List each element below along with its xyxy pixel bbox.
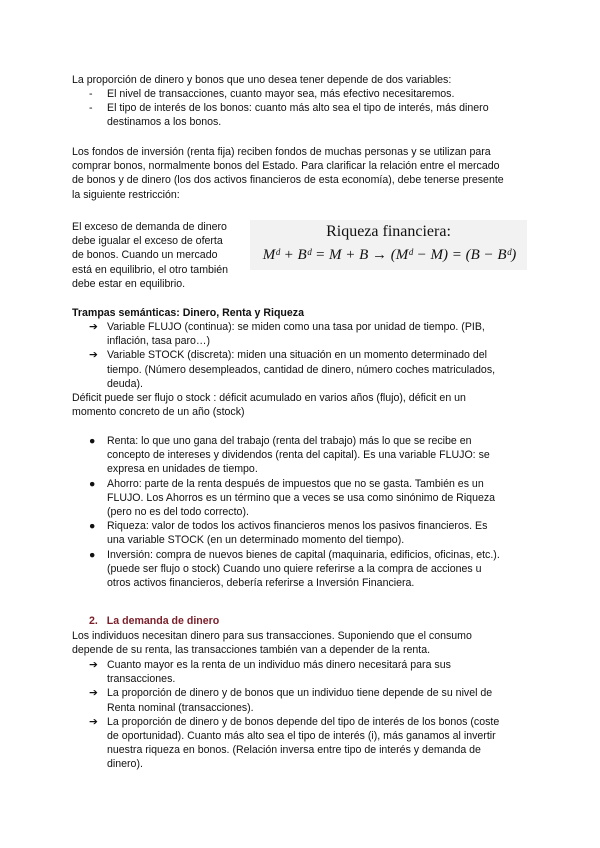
- list-item-line: Variable STOCK (discreta): miden una situación en un momento determinado del: [107, 349, 488, 362]
- list-item-line: Riqueza: valor de todos los activos financieros menos los pasivos financieros. Es: [107, 520, 488, 533]
- bullet-icon: ●: [89, 477, 96, 490]
- intro-list: [89, 87, 549, 130]
- paragraph-line: debe estar en equilibrio.: [72, 277, 186, 290]
- paragraph-line: está en equilibrio, el otro también: [72, 263, 229, 276]
- list-item-line: destinamos a los bonos.: [107, 116, 222, 129]
- paragraph-line: de bonos. Cuando un mercado: [72, 249, 218, 262]
- list-item-line: La proporción de dinero y de bonos depende del tipo de interés de los bonos (coste: [107, 715, 500, 728]
- list-item: [89, 519, 549, 547]
- list-item-line: El nivel de transacciones, cuanto mayor sea, más efectivo necesitaremos.: [107, 88, 455, 100]
- definitions-list: [89, 434, 549, 590]
- list-item: [89, 658, 549, 686]
- list-item-line: FLUJO. Los Ahorros es un término que a veces se usa como sinónimo de Riqueza: [107, 491, 496, 504]
- list-item-line: La proporción de dinero y de bonos que un individuo tiene depende de su nivel de: [107, 687, 493, 700]
- list-item-line: transacciones.: [107, 673, 176, 686]
- list-item-line: Ahorro: parte de la renta después de impuestos que no se gasta. También es un: [107, 477, 484, 490]
- list-item-line: deuda).: [107, 377, 143, 390]
- list-item-line: una variable STOCK (en un determinado momento del tiempo).: [107, 534, 405, 547]
- list-item-line: El tipo de interés de los bonos: cuanto más alto sea el tipo de interés, más dinero: [107, 102, 489, 115]
- formula-equation: Mᵈ + Bᵈ = M + B → (Mᵈ − M) = (B − Bᵈ): [262, 247, 517, 263]
- variables-list: [89, 320, 549, 391]
- money-demand-list: [89, 658, 549, 772]
- paragraph-line: comprar bonos, normalmente bonos del Estado. Para clarificar la relación entre el mercado: [72, 160, 500, 173]
- list-item-line: nuestra riqueza en bonos. (Relación inversa entre tipo de interés y demanda de: [107, 744, 481, 757]
- section-heading: La demanda de dinero: [106, 615, 220, 627]
- list-item-line: (puede ser flujo o stock) Cuando uno quiere referirse a la compra de acciones u: [107, 562, 482, 575]
- paragraph-line: Los fondos de inversión (renta fija) reciben fondos de muchas personas y se utilizan para: [72, 146, 491, 158]
- list-item-line: Cuanto mayor es la renta de un individuo más dinero necesitará para sus: [107, 659, 451, 671]
- intro-text: La proporción de dinero y bonos que uno desea tener depende de dos variables:: [72, 74, 452, 86]
- list-item-line: Variable FLUJO (continua): se miden como una tasa por unidad de tiempo. (PIB,: [107, 321, 485, 333]
- list-item-line: Renta: lo que uno gana del trabajo (renta del trabajo) más lo que se recibe en: [107, 435, 472, 447]
- list-item-line: expresa en unidades de tiempo.: [107, 463, 258, 476]
- list-item-line: de oportunidad). Cuanto más alto sea el tipo de interés (i), más ganamos al invertir: [107, 730, 496, 743]
- arrow-icon: ➔: [89, 349, 98, 362]
- list-item: [89, 715, 549, 772]
- list-item-line: dinero).: [107, 758, 143, 771]
- arrow-icon: ➔: [89, 715, 98, 728]
- arrow-icon: ➔: [89, 321, 98, 333]
- bullet-icon: ●: [89, 435, 96, 447]
- arrow-icon: ➔: [89, 687, 98, 700]
- list-item: [89, 686, 549, 714]
- list-item: [89, 348, 549, 391]
- paragraph-line: El exceso de demanda de dinero: [72, 221, 227, 233]
- bullet-icon: ●: [89, 520, 96, 533]
- list-item: [89, 548, 549, 591]
- list-item-line: concepto de intereses y dividendos (renta del capital). Es una variable FLUJO: se: [107, 449, 490, 462]
- section-number: 2.: [89, 615, 98, 627]
- section-heading: Trampas semánticas: Dinero, Renta y Riqueza: [72, 307, 304, 319]
- bullet-icon: ●: [89, 548, 96, 561]
- list-item-line: Inversión: compra de nuevos bienes de capital (maquinaria, edificios, oficinas, etc.).: [107, 548, 500, 561]
- paragraph-line: debe igualar el exceso de oferta: [72, 235, 223, 248]
- paragraph-line: momento concreto de un año (stock): [72, 406, 245, 419]
- funds-paragraph: [72, 145, 542, 202]
- paragraph-line: depende de su renta, las transacciones también van a depender de la renta.: [72, 644, 431, 657]
- money-demand-intro: [72, 629, 542, 657]
- paragraph-line: Los individuos necesitan dinero para sus transacciones. Suponiendo que el consumo: [72, 630, 472, 642]
- list-item-line: (pero no es del todo correcto).: [107, 506, 249, 519]
- section-title: [89, 614, 219, 628]
- paragraph-line: Déficit puede ser flujo o stock : déficit acumulado en varios años (flujo), déficit en un: [72, 392, 466, 404]
- paragraph-line: de bonos y de dinero (los dos activos financieros de esta economía), debe tenerse presente: [72, 174, 504, 187]
- list-item-line: tiempo. (Número desempleados, cantidad de dinero, número coches matriculados,: [107, 363, 496, 376]
- list-item-line: otros activos financieros, debería referirse a Inversión Financiera.: [107, 577, 415, 590]
- arrow-icon: ➔: [89, 659, 98, 671]
- equilibrium-text: [72, 220, 247, 291]
- paragraph-line: la siguiente restricción:: [72, 188, 180, 201]
- financial-wealth-formula: [250, 220, 527, 270]
- list-item-line: Renta nominal (transacciones).: [107, 701, 254, 714]
- list-item-line: inflación, tasa paro…): [107, 335, 211, 348]
- list-item: [89, 434, 549, 477]
- list-item: [89, 101, 549, 129]
- list-item: [89, 320, 549, 348]
- formula-title: Riqueza financiera:: [326, 223, 451, 240]
- list-item: [89, 87, 549, 101]
- list-item: [89, 477, 549, 520]
- dash-marker: -: [89, 88, 93, 100]
- dash-marker: -: [89, 102, 93, 115]
- deficit-paragraph: [72, 391, 542, 419]
